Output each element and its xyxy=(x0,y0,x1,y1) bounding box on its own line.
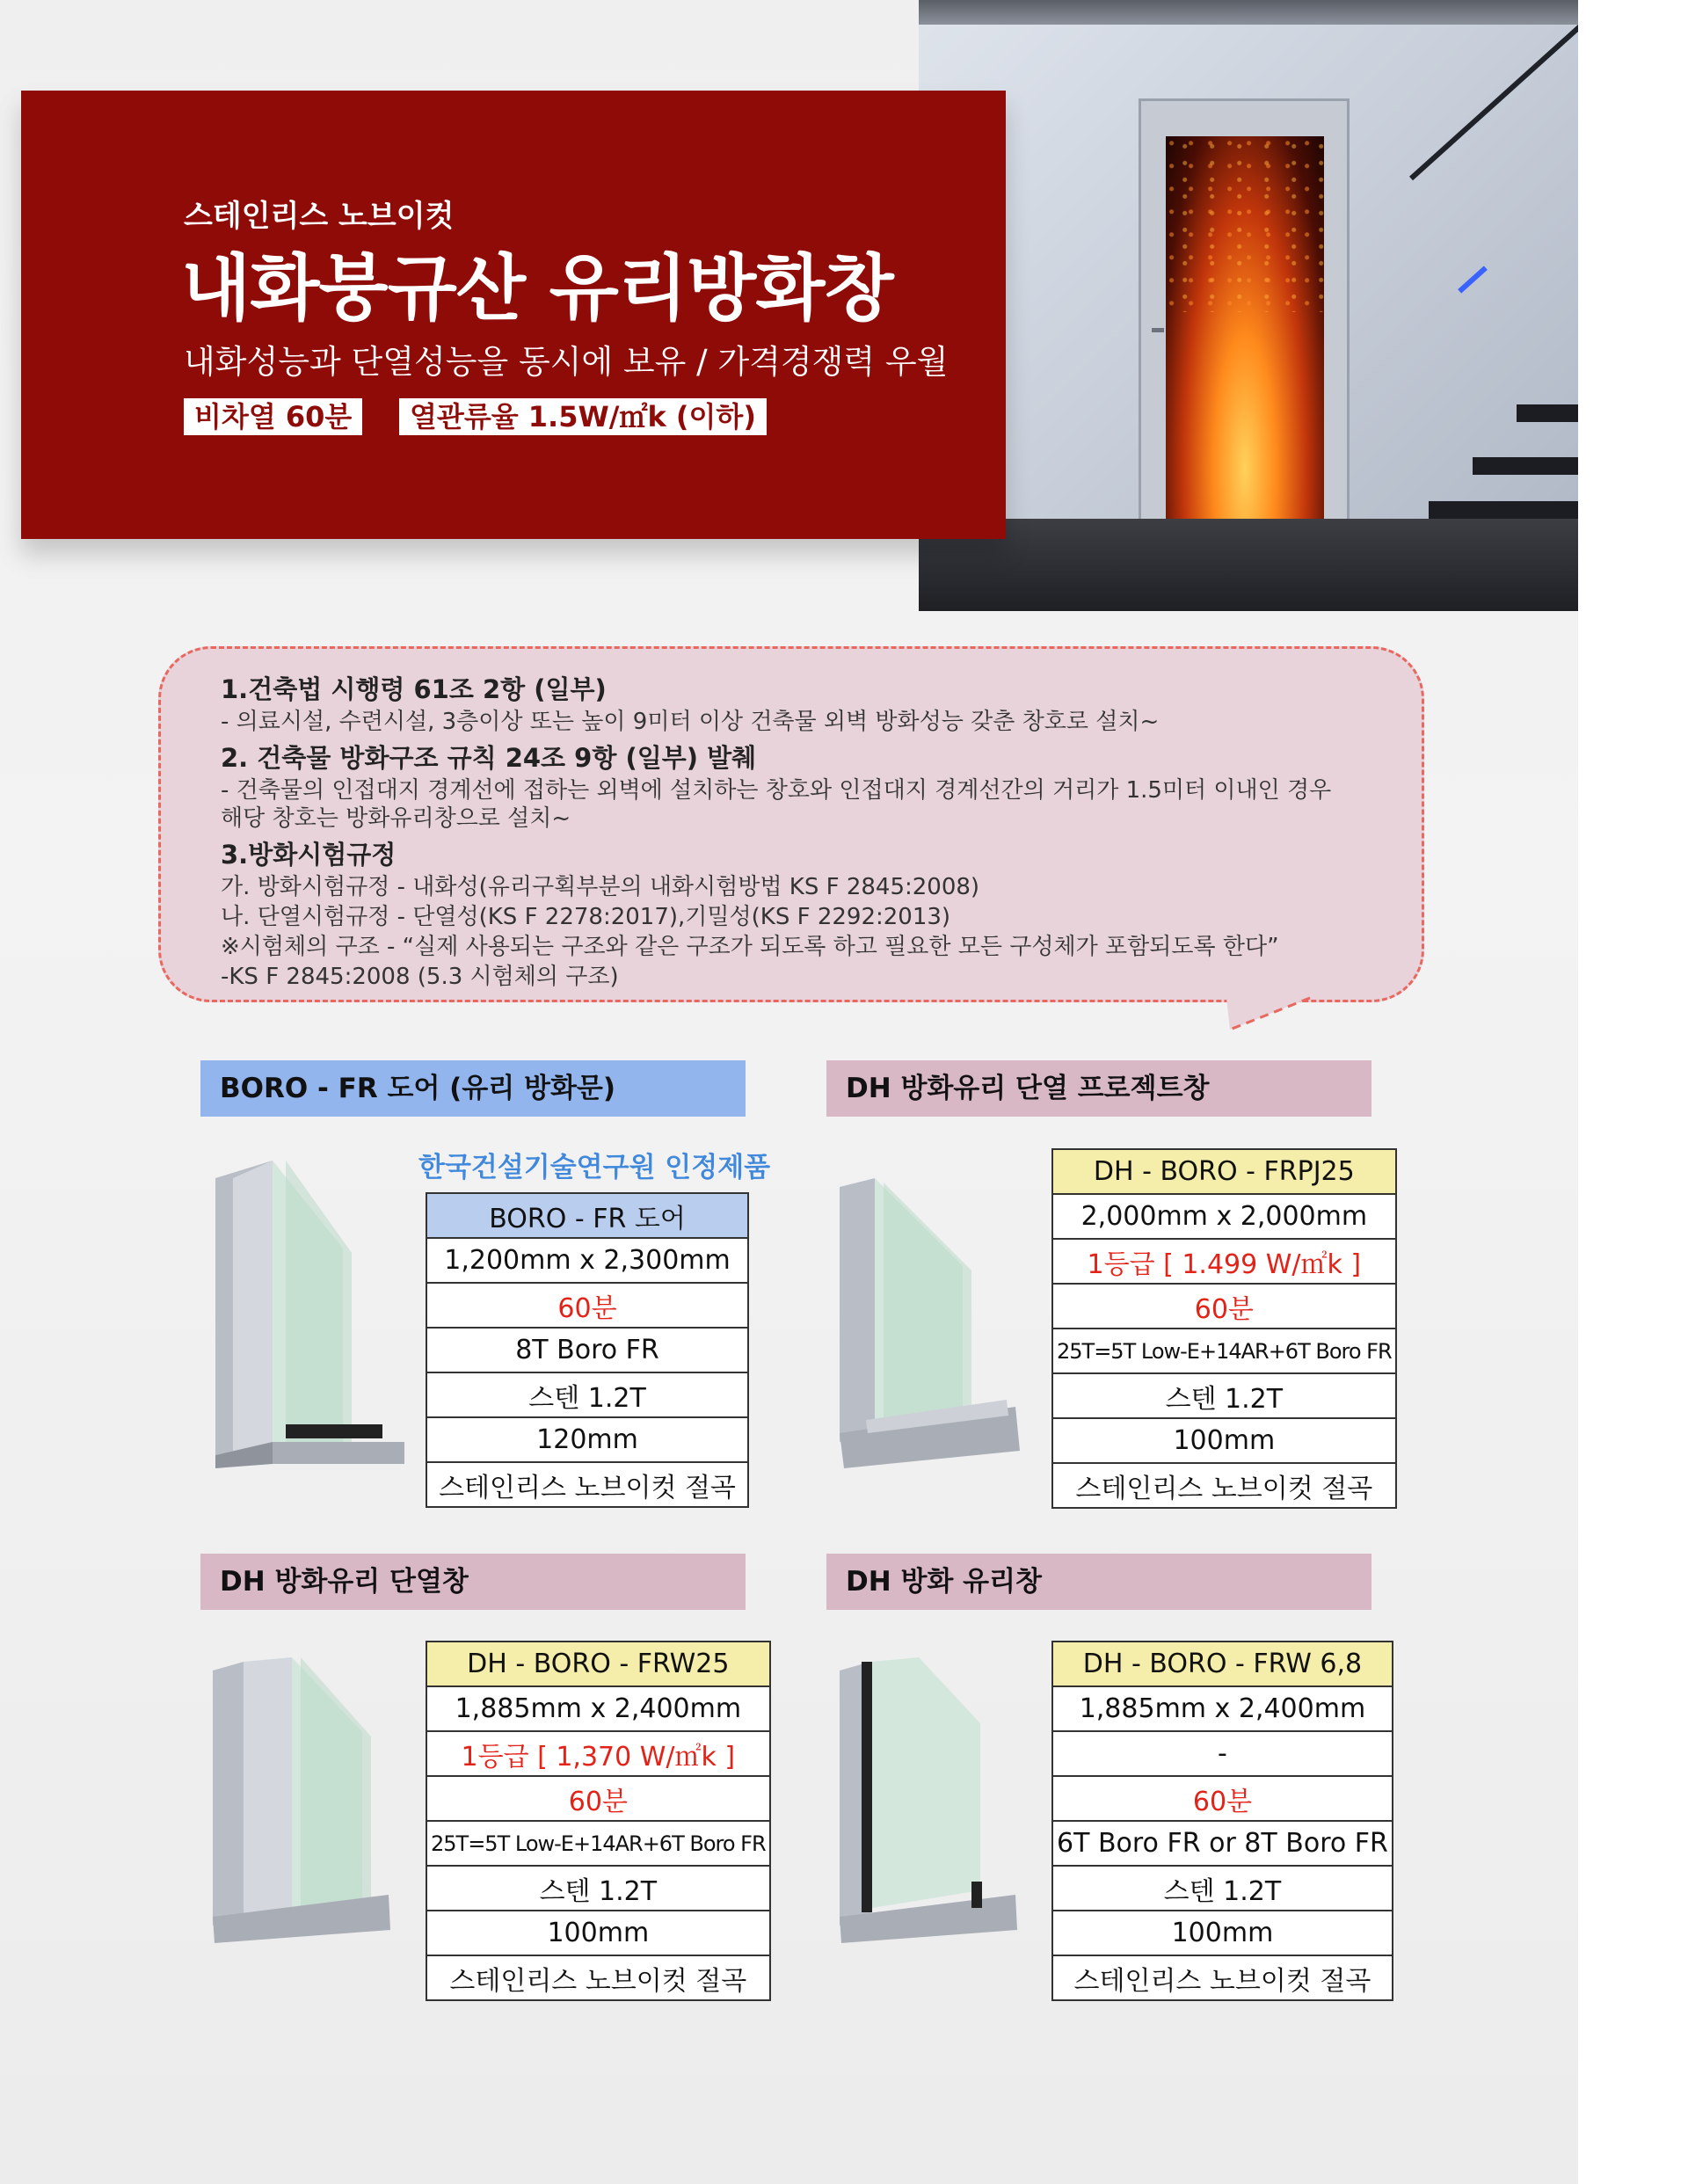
spec-frame-depth: 100mm xyxy=(426,1911,770,1955)
fire-glass-window-section-drawing xyxy=(831,1653,1024,1943)
spec-size: 2,000mm x 2,000mm xyxy=(1052,1194,1396,1239)
spec-size: 1,885mm x 2,400mm xyxy=(1052,1686,1393,1731)
reg-line: -KS F 2845:2008 (5.3 시험체의 구조) xyxy=(221,964,619,990)
reg-line: ※시험체의 구조 - “실제 사용되는 구조와 같은 구조가 되도록 하고 필요한 모든 구성체가 포함되도록 한다” xyxy=(221,934,1279,960)
spec-frame-depth: 100mm xyxy=(1052,1911,1393,1955)
spec-thermal-grade: - xyxy=(1052,1731,1393,1776)
door-frame-section-drawing xyxy=(198,1152,409,1468)
floor xyxy=(919,519,1578,611)
spec-finish: 스테인리스 노브이컷 절곡 xyxy=(1052,1463,1396,1508)
door-handle xyxy=(1152,328,1164,332)
stair-step xyxy=(1473,457,1578,475)
spec-frame-depth: 100mm xyxy=(1052,1418,1396,1463)
badge-fire-rating: 비차열 60분 xyxy=(184,398,362,435)
spec-glass: 8T Boro FR xyxy=(426,1328,748,1372)
spec-material: 스텐 1.2T xyxy=(426,1866,770,1911)
spec-finish: 스테인리스 노브이컷 절곡 xyxy=(426,1955,770,2000)
section-header-boro-fr-door: BORO - FR 도어 (유리 방화문) xyxy=(200,1060,746,1117)
reg-heading-2: 2. 건축물 방화구조 규칙 24조 9항 (일부) 발췌 xyxy=(221,743,757,773)
project-window-section-drawing xyxy=(831,1169,1033,1468)
spec-table-insulated-window xyxy=(426,1641,771,2001)
reg-line: - 의료시설, 수련시설, 3층이상 또는 높이 9미터 이상 건축물 외벽 방화성능 갖춘 창호로 설치~ xyxy=(221,709,1160,735)
hero-photo-fire-door xyxy=(919,0,1578,611)
spec-fire-rating: 60분 xyxy=(426,1283,748,1328)
fire-through-glass xyxy=(1166,136,1324,528)
banner-subtitle: 스테인리스 노브이컷 xyxy=(184,199,455,234)
banner-title: 내화붕규산 유리방화창 xyxy=(181,247,893,331)
spec-table-project-window xyxy=(1051,1148,1397,1509)
title-banner xyxy=(21,91,1006,539)
stair-step xyxy=(1429,501,1578,519)
spec-frame-depth: 120mm xyxy=(426,1417,748,1462)
spec-glass: 25T=5T Low-E+14AR+6T Boro FR xyxy=(1052,1329,1396,1373)
spec-table-fire-glass-window xyxy=(1051,1641,1393,2001)
section-header-insulated-window: DH 방화유리 단열창 xyxy=(200,1554,746,1610)
spec-thermal-grade: 1등급 [ 1,370 W/㎡k ] xyxy=(426,1731,770,1776)
spec-model: DH - BORO - FRPJ25 xyxy=(1052,1149,1396,1194)
stair-handrail xyxy=(1409,24,1578,180)
banner-tagline: 내화성능과 단열성능을 동시에 보유 / 가격경쟁력 우월 xyxy=(184,343,949,381)
reg-line: 해당 창호는 방화유리창으로 설치~ xyxy=(221,805,571,832)
spec-material: 스텐 1.2T xyxy=(1052,1373,1396,1418)
handrail-light xyxy=(1458,266,1488,293)
spec-table-boro-fr-door xyxy=(426,1192,749,1508)
bubble-tail xyxy=(1226,996,1323,1031)
reg-line: 가. 방화시험규정 - 내화성(유리구획부분의 내화시험방법 KS F 2845:2008) xyxy=(221,874,980,900)
spec-material: 스텐 1.2T xyxy=(426,1372,748,1417)
section-header-fire-glass-window: DH 방화 유리창 xyxy=(826,1554,1372,1610)
reg-line: 나. 단열시험규정 - 단열성(KS F 2278:2017),기밀성(KS F 2292:2013) xyxy=(221,904,951,930)
spec-fire-rating: 60분 xyxy=(1052,1284,1396,1329)
certification-note: 한국건설기술연구원 인정제품 xyxy=(418,1152,771,1183)
spec-glass: 6T Boro FR or 8T Boro FR xyxy=(1052,1821,1393,1866)
spec-fire-rating: 60분 xyxy=(1052,1776,1393,1821)
spec-model: BORO - FR 도어 xyxy=(426,1193,748,1238)
insulated-window-section-drawing xyxy=(204,1653,397,1943)
reg-heading-3: 3.방화시험규정 xyxy=(221,840,397,870)
stair-step xyxy=(1517,404,1578,422)
regulations-bubble xyxy=(158,646,1424,1002)
badge-thermal-transmittance: 열관류율 1.5W/㎡k (이하) xyxy=(399,398,767,435)
reg-line: - 건축물의 인접대지 경계선에 접하는 외벽에 설치하는 창호와 인접대지 경계선간의 거리가 1.5미터 이내인 경우 xyxy=(221,777,1332,804)
spec-size: 1,200mm x 2,300mm xyxy=(426,1238,748,1283)
reg-heading-1: 1.건축법 시행령 61조 2항 (일부) xyxy=(221,674,607,704)
spec-model: DH - BORO - FRW 6,8 xyxy=(1052,1642,1393,1686)
spec-thermal-grade: 1등급 [ 1.499 W/㎡k ] xyxy=(1052,1239,1396,1284)
spec-finish: 스테인리스 노브이컷 절곡 xyxy=(426,1462,748,1507)
spec-model: DH - BORO - FRW25 xyxy=(426,1642,770,1686)
section-header-project-window: DH 방화유리 단열 프로젝트창 xyxy=(826,1060,1372,1117)
ceiling xyxy=(919,0,1578,25)
fire-door xyxy=(1139,98,1350,534)
spec-finish: 스테인리스 노브이컷 절곡 xyxy=(1052,1955,1393,2000)
spec-size: 1,885mm x 2,400mm xyxy=(426,1686,770,1731)
spec-fire-rating: 60분 xyxy=(426,1776,770,1821)
spec-glass: 25T=5T Low-E+14AR+6T Boro FR xyxy=(426,1821,770,1866)
spec-material: 스텐 1.2T xyxy=(1052,1866,1393,1911)
